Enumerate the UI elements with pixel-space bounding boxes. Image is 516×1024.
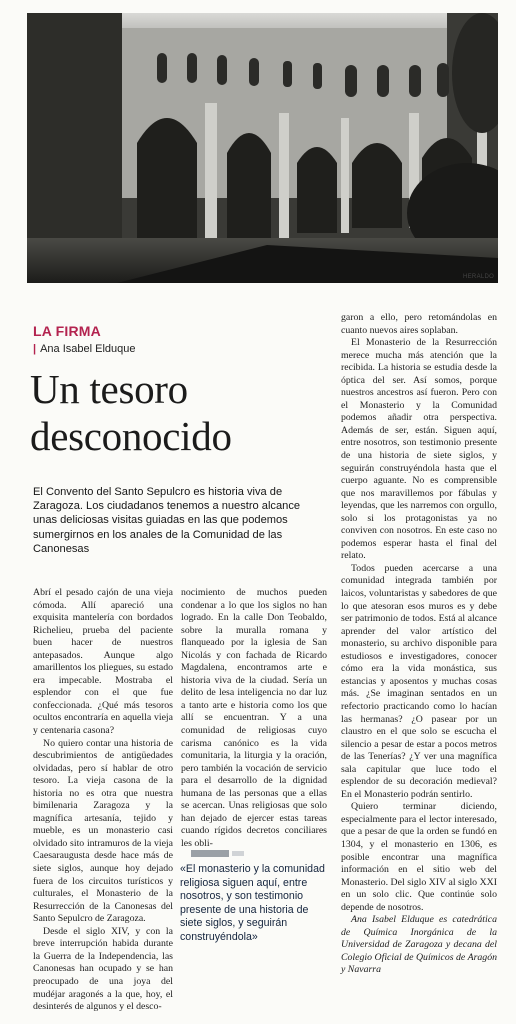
paragraph: Quiero terminar diciendo, especialmente para el lector interesado, que a pesar de que la orden se fundó en 1304, y el monasterio en 1306, es posible encontrar una magnífica información en el sitio web del Monasterio. Del siglo XIV al siglo XXI en un solo clic. Que continúe solo depende de nosotros. xyxy=(341,801,497,913)
body-column-3 xyxy=(341,312,497,977)
author-name: Ana Isabel Elduque xyxy=(40,343,136,355)
author-signature: Ana Isabel Elduque es catedrática de Química Inorgánica de la Universidad de Zaragoza y decana del Colegio Oficial de Químicos de Aragón y Navarra xyxy=(341,914,497,976)
redacted-mark xyxy=(191,850,229,857)
pull-quote: «El monasterio y la comunidad religiosa siguen aquí, entre nosotros, y son testimonio presente de una historia de siete siglos, y seguirán construyéndola» xyxy=(180,863,325,943)
photo-credit: HERALDO xyxy=(463,274,495,280)
body-column-2 xyxy=(181,587,327,850)
section-kicker: LA FIRMA xyxy=(33,323,101,339)
paragraph: nocimiento de muchos pueden condenar a lo que los siglos no han logrado. En la calle Don Teobaldo, sobre la muralla romana y flanqueado por la iglesia de San Nicolás y con fachada de Ricardo Magdalena, encontramos arte e historia viva de la ciudad. Sería un delito de lesa inteligencia no dar luz a tanto arte e historia como los que allí se encuentran. Y a una comunidad de religiosas cuyo carisma canónico es la vida comunitaria, la liturgia y la oración, pero también la vocación de servicio para el desarrollo de la dignidad humana de las personas que a ellas se acercan. Unas religiosas que solo han dejado de ejercer estas tareas cuando rígidos decretos conciliares les obli- xyxy=(181,587,327,849)
redacted-mark xyxy=(232,851,244,856)
paragraph: No quiero contar una historia de descubrimientos de antigüedades olvidadas, pero sí hablar de otro tesoro. La vieja casona de la historia no es otra que nuestra bimilenaria Zaragoza y la magnífica artesanía, tejido y mueble, es un monasterio casi olvidado sito intramuros de la vieja Caesaraugusta desde hace más de siete siglos, aunque hoy dejado fuera de los circuitos turísticos y culturales, el Monasterio de la Resurrección de la Canonesas del Santo Sepulcro de Zaragoza. xyxy=(33,737,173,925)
paragraph: Abrí el pesado cajón de una vieja cómoda. Allí apareció una exquisita mantelería con bordados Richelieu, prueba del paciente buen hacer de nuestros antepasados. Aunque algo amarillentos los pliegues, su estado era impecable. Mostraba el esplendor con el que fue confeccionada. ¿Qué más tesoros ocultos encontraría en aquella vieja y centenaria casona? xyxy=(33,587,173,737)
cloister-photo xyxy=(27,13,498,283)
paragraph: Todos pueden acercarse a una comunidad integrada también por laicos, voluntaristas y sabedores de que lo que atesoran esos muros es y debe ser patrimonio de todos. Está al alcance aprender del valor artístico del monasterio, su archivo disponible para estudiosos e investigadores, conocer cómo era la vida monástica, sus estancias y aposentos y muchas cosas más. ¿Se imaginan sentados en un refectorio practicando como lo hacían las hermanas? ¿O pasear por un claustro en el que solo se escucha el silencio a pesar de estar a pocos metros de las Tenerías? ¿Y ver una magnífica sala capitular que luce todo el esplendor de su decoración medieval? En el Monasterio podrán sentirlo. xyxy=(341,562,497,800)
cloister-illustration xyxy=(27,13,498,283)
paragraph: El Monasterio de la Resurrección merece mucha más atención que la recibida. La historia se estudia desde la óptica del ser. Así somos, porque nuestros ancestros así fueron. Pero con el Monasterio y la Comunidad podemos añadir otra perspectiva. Además de ser, están. Siguen aquí, entre nosotros, son testimonio presente de una historia de siete siglos, y seguirán construyéndola hasta que el cuerpo aguante. No es comprensible que nos maravillemos por fábulas y leyendas, que les narremos con orgullo, solo si los protagonistas ya no conviven con nosotros. En este caso no podemos esperar hasta el final del relato. xyxy=(341,337,497,562)
paragraph: garon a ello, pero retomándolas en cuanto nuevos aires soplaban. xyxy=(341,312,497,336)
body-column-1 xyxy=(33,587,173,1014)
byline xyxy=(33,343,136,355)
byline-bar: | xyxy=(33,343,37,355)
standfirst: El Convento del Santo Sepulcro es historia viva de Zaragoza. Los ciudadanos tenemos a nuestro alcance unas deliciosas visitas guiadas en las que podemos sumergirnos en los anales de la Comunidad de las Canonesas xyxy=(33,486,301,555)
headline: Un tesoro desconocido xyxy=(30,366,232,459)
paragraph: Desde el siglo XIV, y con la breve interrupción habida durante la Guerra de la Independencia, las Canonesas han ocupado y se han preocupado de una joya del mudéjar aragonés a la que, hoy, el desinterés de algunos y el desco- xyxy=(33,925,173,1013)
